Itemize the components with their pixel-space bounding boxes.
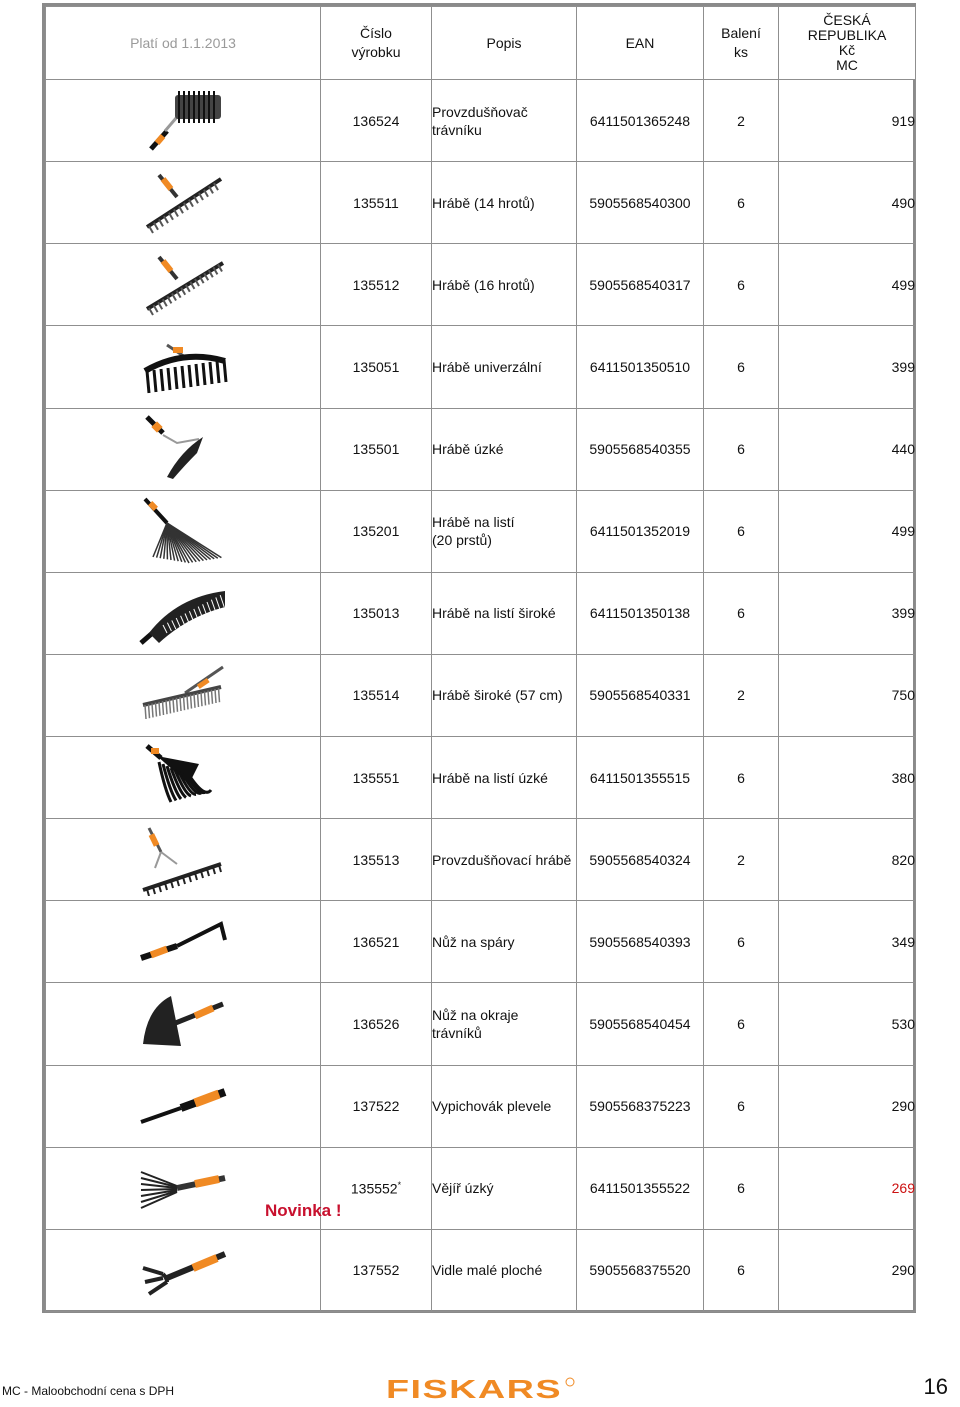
product-price: 750	[779, 654, 916, 736]
product-pack: 6	[704, 572, 779, 654]
product-row	[46, 983, 916, 1065]
product-number: 136524	[321, 80, 432, 162]
svg-text:FISKARS: FISKARS	[386, 1376, 562, 1402]
narrow-leaf-rake-icon	[46, 742, 320, 814]
product-pack: 6	[704, 737, 779, 819]
leaf-rake-icon	[46, 495, 320, 567]
product-price: 820	[779, 819, 916, 901]
footnote-mark: *	[397, 1179, 402, 1190]
product-image-cell	[46, 1065, 321, 1147]
product-number: 135501	[321, 408, 432, 490]
new-badge: Novinka !	[265, 1200, 342, 1220]
product-price: 290	[779, 1229, 916, 1311]
product-pack: 2	[704, 654, 779, 736]
product-ean: 6411501350510	[577, 326, 704, 408]
product-row	[46, 819, 916, 901]
rake-14-icon	[46, 167, 320, 239]
product-number: 135514	[321, 654, 432, 736]
edging-knife-icon	[46, 988, 320, 1060]
weeder-icon	[46, 1070, 320, 1142]
product-description: Hrábě na listí široké	[432, 572, 577, 654]
product-row	[46, 490, 916, 572]
product-price: 399	[779, 326, 916, 408]
product-row	[46, 654, 916, 736]
wide-rake-icon	[46, 659, 320, 731]
product-price: 290	[779, 1065, 916, 1147]
product-price: 499	[779, 244, 916, 326]
crack-knife-icon	[46, 906, 320, 978]
product-image-cell	[46, 408, 321, 490]
product-row	[46, 737, 916, 819]
price-table	[45, 6, 916, 1312]
product-image-cell	[46, 326, 321, 408]
col-price: ČESKÁ REPUBLIKA Kč MC	[779, 7, 916, 80]
price-list-sheet	[42, 3, 916, 1313]
product-number: 137522	[321, 1065, 432, 1147]
product-number: 135512	[321, 244, 432, 326]
product-pack: 6	[704, 1229, 779, 1311]
product-row	[46, 162, 916, 244]
product-ean: 6411501365248	[577, 80, 704, 162]
product-number: 135551	[321, 737, 432, 819]
page-number: 16	[923, 1374, 948, 1399]
product-number: 135552* Novinka !	[321, 1147, 432, 1229]
valid-from-label: Platí od 1.1.2013	[46, 7, 321, 80]
product-price: 530	[779, 983, 916, 1065]
product-number: 135201	[321, 490, 432, 572]
product-pack: 2	[704, 80, 779, 162]
product-image-cell	[46, 737, 321, 819]
product-pack: 6	[704, 162, 779, 244]
product-row	[46, 326, 916, 408]
wide-leaf-rake-icon	[46, 577, 320, 649]
product-row	[46, 572, 916, 654]
product-description: Vějíř úzký	[432, 1147, 577, 1229]
col-ean: EAN	[577, 7, 704, 80]
rake-16-icon	[46, 249, 320, 321]
product-ean: 5905568375223	[577, 1065, 704, 1147]
universal-rake-icon	[46, 331, 320, 403]
col-description: Popis	[432, 7, 577, 80]
product-ean: 6411501355522	[577, 1147, 704, 1229]
narrow-rake-icon	[46, 413, 320, 485]
product-image-cell	[46, 654, 321, 736]
product-number: 136526	[321, 983, 432, 1065]
product-ean: 5905568540324	[577, 819, 704, 901]
product-description: Hrábě široké (57 cm)	[432, 654, 577, 736]
col-pack: Balení ks	[704, 7, 779, 80]
product-description: Provzdušňovač trávníku	[432, 80, 577, 162]
header-row	[46, 7, 916, 80]
product-price: 380	[779, 737, 916, 819]
product-number: 135511	[321, 162, 432, 244]
product-description: Provzdušňovací hrábě	[432, 819, 577, 901]
product-ean: 5905568540331	[577, 654, 704, 736]
product-description: Hrábě (16 hrotů)	[432, 244, 577, 326]
product-row	[46, 901, 916, 983]
product-pack: 6	[704, 901, 779, 983]
product-image-cell	[46, 244, 321, 326]
product-pack: 6	[704, 490, 779, 572]
product-number: 136521	[321, 901, 432, 983]
product-description: Hrábě úzké	[432, 408, 577, 490]
product-description: Nůž na spáry	[432, 901, 577, 983]
product-pack: 6	[704, 1147, 779, 1229]
product-description: Hrábě univerzální	[432, 326, 577, 408]
product-number: 135013	[321, 572, 432, 654]
product-price: 440	[779, 408, 916, 490]
product-description: Hrábě (14 hrotů)	[432, 162, 577, 244]
product-image-cell	[46, 490, 321, 572]
product-row	[46, 80, 916, 162]
product-row	[46, 1147, 916, 1229]
product-pack: 6	[704, 1065, 779, 1147]
product-ean: 6411501350138	[577, 572, 704, 654]
lawn-aerator-icon	[46, 85, 320, 157]
product-row	[46, 408, 916, 490]
footer-note: MC - Maloobchodní cena s DPH	[2, 1384, 175, 1398]
product-pack: 6	[704, 244, 779, 326]
product-ean: 5905568540300	[577, 162, 704, 244]
col-product-number: Číslo výrobku	[321, 7, 432, 80]
product-number: 135513	[321, 819, 432, 901]
product-row	[46, 1229, 916, 1311]
product-ean: 6411501352019	[577, 490, 704, 572]
product-image-cell	[46, 983, 321, 1065]
product-price: 499	[779, 490, 916, 572]
product-pack: 6	[704, 326, 779, 408]
product-number: 135051	[321, 326, 432, 408]
product-description: Hrábě na listí (20 prstů)	[432, 490, 577, 572]
product-row	[46, 1065, 916, 1147]
aerating-rake-icon	[46, 824, 320, 896]
product-image-cell	[46, 80, 321, 162]
product-pack: 2	[704, 819, 779, 901]
product-image-cell	[46, 819, 321, 901]
product-ean: 5905568375520	[577, 1229, 704, 1311]
product-ean: 6411501355515	[577, 737, 704, 819]
product-pack: 6	[704, 408, 779, 490]
product-ean: 5905568540355	[577, 408, 704, 490]
product-description: Nůž na okraje trávníků	[432, 983, 577, 1065]
fork-icon	[46, 1234, 320, 1306]
product-row	[46, 244, 916, 326]
product-image-cell	[46, 1229, 321, 1311]
product-description: Hrábě na listí úzké	[432, 737, 577, 819]
product-description: Vypichovák plevele	[432, 1065, 577, 1147]
product-image-cell	[46, 572, 321, 654]
product-price: 919	[779, 80, 916, 162]
product-description: Vidle malé ploché	[432, 1229, 577, 1311]
product-price: 490	[779, 162, 916, 244]
product-price: 269	[779, 1147, 916, 1229]
product-number: 137552	[321, 1229, 432, 1311]
product-ean: 5905568540454	[577, 983, 704, 1065]
fiskars-logo	[386, 1376, 576, 1402]
product-ean: 5905568540393	[577, 901, 704, 983]
product-price: 399	[779, 572, 916, 654]
product-image-cell	[46, 901, 321, 983]
product-price: 349	[779, 901, 916, 983]
product-pack: 6	[704, 983, 779, 1065]
product-ean: 5905568540317	[577, 244, 704, 326]
product-image-cell	[46, 162, 321, 244]
